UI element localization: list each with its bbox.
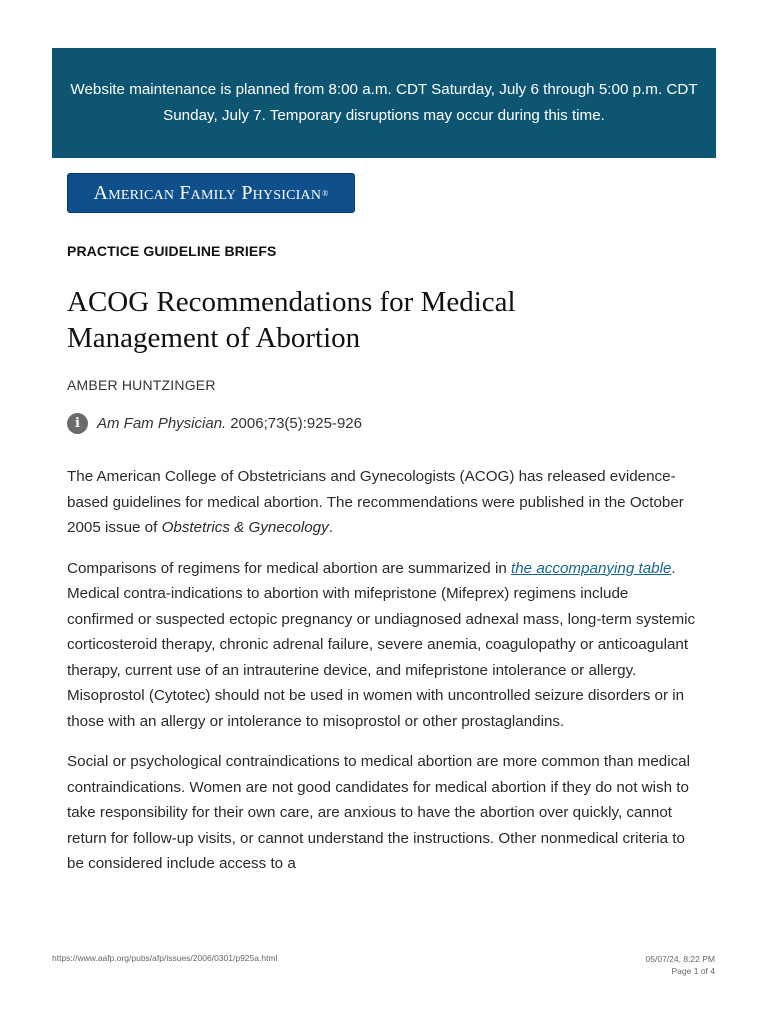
page-number: Page 1 of 4: [671, 966, 715, 976]
logo-registered-mark: ®: [322, 188, 329, 198]
footer-url: https://www.aafp.org/pubs/afp/issues/2006/0301/p925a.html: [52, 953, 278, 963]
section-label: PRACTICE GUIDELINE BRIEFS: [67, 243, 277, 259]
paragraph-1: [67, 464, 699, 541]
logo-text: American Family Physician: [93, 181, 322, 204]
maintenance-message: Website maintenance is planned from 8:00 a.m. CDT Saturday, July 6 through 5:00 p.m. CDT Sunday, July 7. Temporary disruptions may occur during this time.: [70, 81, 698, 124]
author-name[interactable]: AMBER HUNTZINGER: [67, 377, 216, 393]
afp-logo[interactable]: [67, 173, 355, 213]
maintenance-banner: [52, 48, 716, 158]
paragraph-2-text: Comparisons of regimens for medical abortion are summarized in: [67, 559, 511, 577]
footer-meta: [646, 953, 715, 977]
article-title: ACOG Recommendations for Medical Management of Abortion: [67, 286, 516, 354]
citation-journal: Am Fam Physician.: [97, 415, 227, 432]
paragraph-3: Social or psychological contraindications to medical abortion are more common than medical contraindications. Women are not good candidates for medical abortion if they do not wish to take responsibility for their own care, are anxious to have the abortion over quickly, cannot return for follow-up visits, or cannot understand the instructions. Other nonmedical criteria to be considered include access to a: [67, 753, 690, 872]
paragraph-2: [67, 556, 699, 735]
citation: [67, 413, 362, 434]
paragraph-1-text: The American College of Obstetricians and Gynecologists (ACOG) has released evidence-based guidelines for medical abortion. The recommendations were published in the October 2005 issue of: [67, 468, 684, 536]
article-body: [67, 464, 699, 892]
journal-name: Obstetrics & Gynecology: [161, 519, 329, 536]
accompanying-table-link[interactable]: the accompanying table: [511, 559, 672, 577]
print-datetime: 05/07/24, 8:22 PM: [645, 954, 715, 964]
info-icon[interactable]: i: [67, 413, 88, 434]
paragraph-1-end: .: [328, 519, 333, 536]
paragraph-2-rest: . Medical contra-indications to abortion with mifepristone (Mifeprex) regimens include confirmed or suspected ectopic pregnancy or undiagnosed adnexal mass, long-term systemic corticosteroid therapy, chronic adrenal failure, severe anemia, coagulopathy or anticoagulant therapy, current use of an intrauterine device, and mifepristone intolerance or allergy. Misoprostol (Cytotec) should not be used in women with uncontrolled seizure disorders or in those with an allergy or intolerance to misoprostol or other prostaglandins.: [67, 559, 696, 730]
citation-details: 2006;73(5):925-926: [230, 415, 362, 432]
